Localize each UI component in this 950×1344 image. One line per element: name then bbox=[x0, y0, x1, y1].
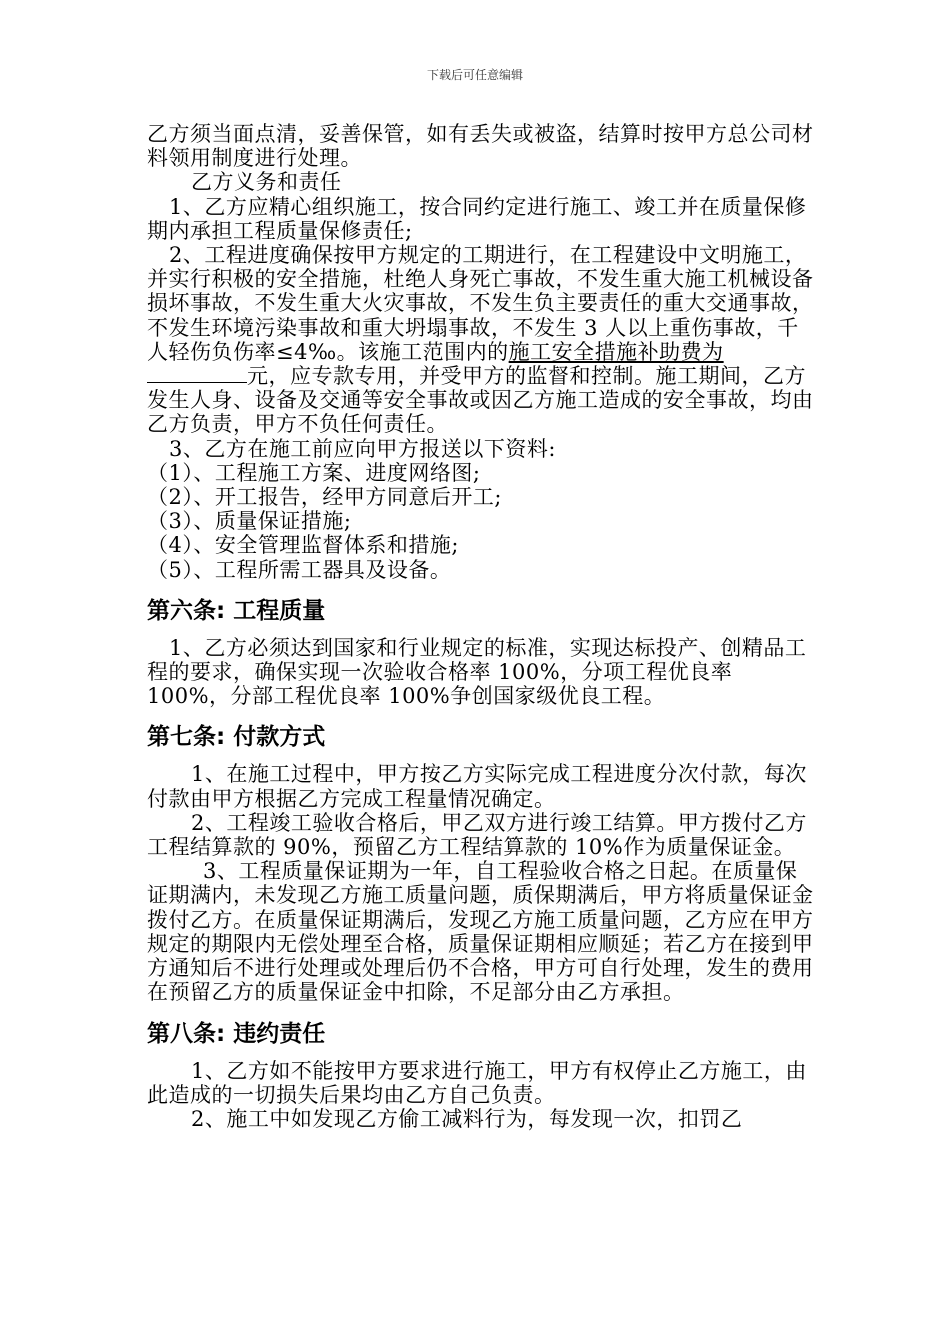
subsection-title: 乙方义务和责任 bbox=[191, 170, 342, 195]
list-item: （3）、质量保证措施; bbox=[147, 509, 352, 534]
section-heading-7: 第七条: 付款方式 bbox=[147, 724, 326, 751]
safety-subsidy-label: 施工安全措施补助费为 bbox=[508, 339, 724, 364]
list-item: （4）、安全管理监督体系和措施; bbox=[147, 533, 459, 558]
obligation-item-2-part-b: 元，应专款专用，并受甲方的监督和控制。施工期间，乙方发生人身、设备及交通等安全事故或因乙方施工造成的安全事故，均由乙方负责，甲方不负任何责任。 bbox=[147, 364, 814, 437]
amount-blank bbox=[147, 364, 247, 383]
document-body bbox=[147, 122, 817, 1131]
section-6-item-1: 1、乙方必须达到国家和行业规定的标准，实现达标投产、创精品工程的要求，确保实现一次验收合格率 100%，分项工程优良率 100%，分部工程优良率 100%争创国家级优良工程。 bbox=[147, 635, 807, 709]
obligation-item-2-part-a: 2、工程进度确保按甲方规定的工期进行，在工程建设中文明施工，并实行积极的安全措施，杜绝人身死亡事故，不发生重大施工机械设备损坏事故，不发生重大火灾事故，不发生负主要责任的重大交通事故，不发生环境污染事故和重大坍塌事故，不发生 3 人以上重伤事故，千人轻伤负伤率≤4‰。该施工范围内的 bbox=[147, 243, 814, 364]
section-8-item-2: 2、施工中如发现乙方偷工减料行为，每发现一次，扣罚乙 bbox=[191, 1106, 743, 1131]
page-header: 下载后可任意编辑 bbox=[426, 68, 523, 82]
list-item: （5）、工程所需工器具及设备。 bbox=[147, 557, 452, 582]
list-item: （2）、开工报告，经甲方同意后开工; bbox=[147, 485, 502, 510]
section-7-item-2: 2、工程竣工验收合格后，甲乙双方进行竣工结算。甲方拨付乙方工程结算款的 90%，预留乙方工程结算款的 10%作为质量保证金。 bbox=[147, 810, 807, 860]
section-8-item-1: 1、乙方如不能按甲方要求进行施工，甲方有权停止乙方施工，由此造成的一切损失后果均由乙方自己负责。 bbox=[147, 1058, 807, 1107]
section-7-item-1: 1、在施工过程中，甲方按乙方实际完成工程进度分次付款，每次付款由甲方根据乙方完成工程量情况确定。 bbox=[147, 762, 807, 811]
obligation-item-3: 3、乙方在施工前应向甲方报送以下资料: bbox=[169, 436, 556, 461]
section-heading-6: 第六条: 工程质量 bbox=[147, 597, 326, 624]
obligation-item-1: 1、乙方应精心组织施工，按合同约定进行施工、竣工并在质量保修期内承担工程质量保修责任; bbox=[147, 194, 807, 243]
section-heading-8: 第八条: 违约责任 bbox=[147, 1020, 326, 1047]
list-item: （1）、工程施工方案、进度网络图; bbox=[147, 460, 481, 485]
section-7-item-3: 3、工程质量保证期为一年，自工程验收合格之日起。在质量保证期满内，未发现乙方施工质量问题，质保期满后，甲方将质量保证金拨付乙方。在质量保证期满后，发现乙方施工质量问题，乙方应在甲方规定的期限内无偿处理至合格，质量保证期相应顺延；若乙方在接到甲方通知后不进行处理或处理后仍不合格，甲方可自行处理，发生的费用在预留乙方的质量保证金中扣除，不足部分由乙方承担。 bbox=[147, 859, 814, 1005]
obligation-item-2 bbox=[147, 243, 817, 437]
paragraph-intro: 乙方须当面点清，妥善保管，如有丢失或被盗，结算时按甲方总公司材料领用制度进行处理。 bbox=[147, 122, 814, 171]
